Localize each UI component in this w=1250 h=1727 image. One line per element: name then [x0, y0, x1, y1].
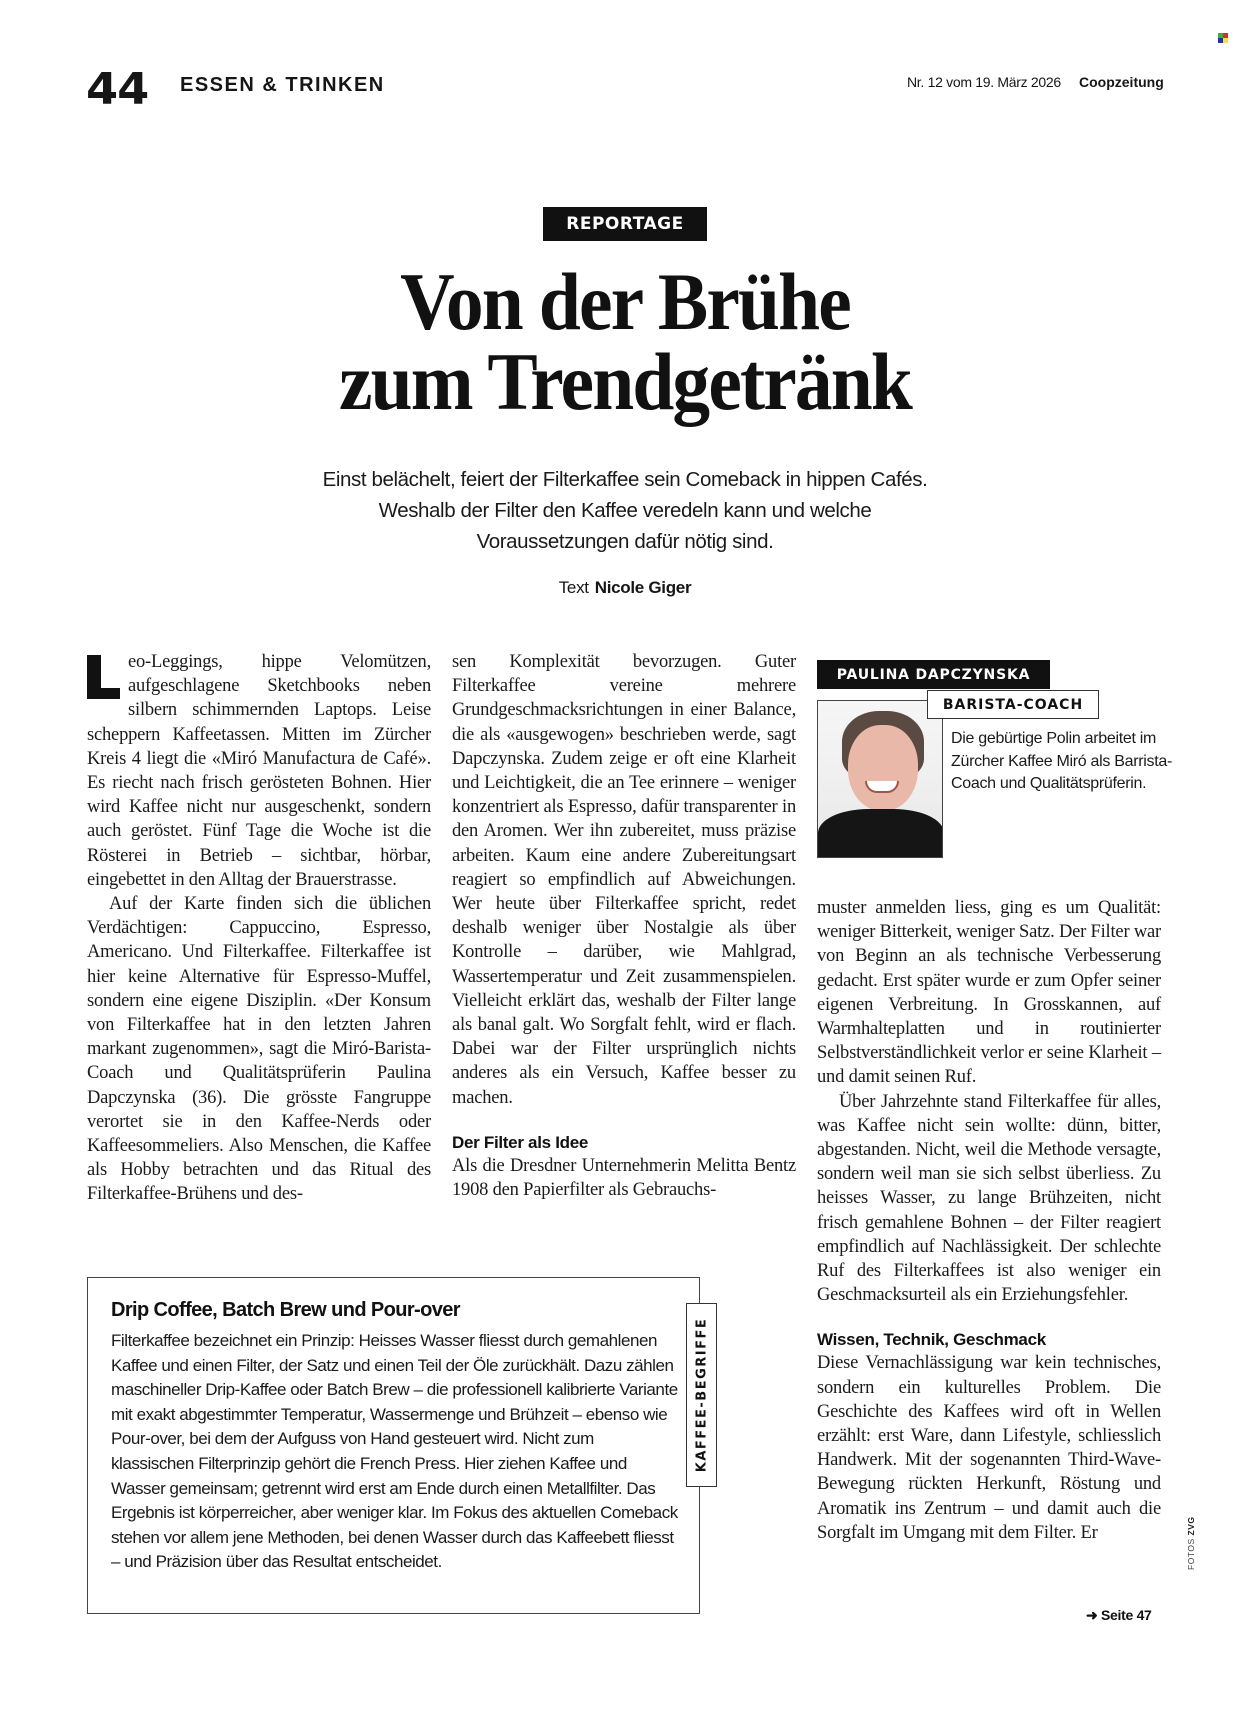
- publication-name: Coopzeitung: [1079, 74, 1164, 90]
- photo-credit-label: FOTOS: [1186, 1538, 1196, 1570]
- paragraph: Diese Vernachlässigung war kein technisches, sondern ein kulturelles Problem. Die Geschichte des Kaffees wird oft in Wellen erzählt: erst Ware, dann Lifestyle, schliesslich Handwerk. Mit der sogenannten Third-Wave-Bewegung rückten Herkunft, Röstung und Aromatik ins Zentrum – und damit auch die Sorgfalt im Umgang mit dem Filter. Er: [817, 1353, 1161, 1543]
- paragraph: Als die Dresdner Unternehmerin Melitta Bentz 1908 den Papierfilter als Gebrauchs-: [452, 1155, 796, 1201]
- headline: [188, 256, 1062, 427]
- section-title: ESSEN & TRINKEN: [180, 74, 385, 96]
- subheading: Wissen, Technik, Geschmack: [817, 1330, 1046, 1350]
- profile-name-label: PAULINA DAPCZYNSKA: [817, 660, 1050, 689]
- print-color-mark-icon: [1218, 33, 1228, 43]
- photo-credit: [1186, 1510, 1206, 1570]
- profile-caption: Die gebürtige Polin arbeitet im Zürcher Kaffee Miró als Barrista-Coach und Qualitätsprüferin.: [951, 730, 1172, 792]
- article-column-1: [87, 650, 431, 1207]
- infobox-tag: [686, 1303, 717, 1487]
- headline-line-1: Von der Brühe: [400, 256, 850, 347]
- infobox-tag-label: KAFFEE-BEGRIFFE: [694, 1317, 709, 1473]
- paragraph: sen Komplexität bevorzugen. Guter Filterkaffee vereine mehrere Grundgeschmacksrichtungen in einer Balance, die als «ausgewogen» beschrieben werde, sagt Dapczynska. Zudem zeige er oft eine Klarheit und Leichtigkeit, die an Tee erinnere – weniger konzentriert als Espresso, dafür transparenter in den Aromen. Wer ihn zubereitet, muss präzise arbeiten. Kaum eine andere Zubereitungsart reagiert so empfindlich auf Abweichungen. Wer heute über Filterkaffee spricht, redet deshalb weniger über Nostalgie als über Kontrolle – darüber, wie Mahlgrad, Wassertemperatur und Zeit zusammenspielen. Vielleicht erklärt das, weshalb der Filter lange als banal galt. Wo Sorgfalt fehlt, wird er flach. Dabei war der Filter ursprünglich nichts anderes als ein Versuch, Kaffee besser zu machen.: [452, 652, 796, 1108]
- article-column-2: [452, 650, 796, 1202]
- glossary-infobox: [87, 1277, 700, 1614]
- byline-label: Text: [558, 578, 589, 597]
- infobox-title: Drip Coffee, Batch Brew und Pour-over: [111, 1299, 460, 1321]
- lead-text: Einst belächelt, feiert der Filterkaffee sein Comeback in hippen Cafés. Weshalb der Filter den Kaffee veredeln kann und welche Voraussetzungen dafür nötig sind.: [322, 468, 928, 553]
- paragraph: muster anmelden liess, ging es um Qualität: weniger Bitterkeit, weniger Satz. Der Filter war von Beginn an als technische Verbesserung gedacht. Erst später wurde er zum Opfer seiner eigenen Verbreitung. In Grosskannen, auf Warmhalteplatten und in routinierter Selbstverständlichkeit verlor er seine Klarheit – und damit seinen Ruf.: [817, 898, 1161, 1088]
- photo-body: [818, 809, 943, 858]
- paragraph-text: eo-Leggings, hippe Velomützen, aufgeschlagene Sketchbooks neben silbern schimmernden Laptops. Leise scheppern Kaffeetassen. Mitten im Zürcher Kreis 4 liegt die «Miró Manufactura de Café». Es riecht nach frisch gerösteten Bohnen. Hier wird Kaffee nicht nur ausgeschenkt, sondern auch geröstet. Fünf Tage die Woche ist die Rösterei in Betrieb – sichtbar, hörbar, eingebettet in den Alltag der Brauerstrasse.: [87, 652, 431, 890]
- kicker-badge: REPORTAGE: [543, 207, 707, 241]
- continued-on-page-link[interactable]: ➜ Seite 47: [1086, 1607, 1152, 1623]
- subheading: Der Filter als Idee: [452, 1132, 589, 1152]
- paragraph: Auf der Karte finden sich die üblichen Verdächtigen: Cappuccino, Espresso, Americano. Und Filterkaffee. Filterkaffee ist hier keine Alternative für Espresso-Muffel, sondern eine eigene Disziplin. «Der Konsum von Filterkaffee hat in den letzten Jahren markant zugenommen», sagt die Miró-Barista-Coach und Qualitätsprüferin Paulina Dapczynska (36). Die grösste Fangruppe verortet sie in den Kaffee-Nerds oder Kaffeesommeliers. Also Menschen, die Kaffee als Hobby betrachten und das Ritual des Filterkaffee-Brühens und des-: [87, 894, 431, 1205]
- paragraph: Über Jahrzehnte stand Filterkaffee für alles, was Kaffee nicht sein wollte: dünn, bitter, abgestanden. Nicht, weil die Methode versagte, sondern weil man sie sich selbst überliess. Zu heisses Wasser, zu lange Brühzeiten, nicht frisch gemahlene Bohnen – der Filter reagiert empfindlich auf Nachlässigkeit. Der schlechte Ruf des Filterkaffees ist also weniger ein Geschmacksurteil als ein Erziehungsfehler.: [817, 1091, 1161, 1306]
- paragraph: [87, 650, 431, 892]
- photo-face: [848, 725, 918, 811]
- dropcap-letter-l: [87, 655, 120, 699]
- profile-photo: [817, 700, 943, 858]
- infobox-body: Filterkaffee bezeichnet ein Prinzip: Heisses Wasser fliesst durch gemahlenen Kaffee und einen Filter, der Satz und einen Teil der Öle zurückhält. Dazu zählen maschineller Drip-Kaffee oder Batch Brew – die professionell kalibrierte Variante mit exakt abgestimmter Temperatur, Wassermenge und Brühzeit – ebenso wie Pour-over, bei dem der Aufguss von Hand gesteuert wird. Nicht zum klassischen Filterprinzip gehört die French Press. Hier ziehen Kaffee und Wasser gemeinsam; getrennt wird erst am Ende durch einen Metallfilter. Das Ergebnis ist körperreicher, aber weniger klar. Im Fokus des aktuellen Comeback stehen vor allem jene Methoden, bei denen Wasser durch das Kaffeebett fliesst – und Präzision über das Resultat entscheidet.: [111, 1331, 678, 1572]
- issue-info: Nr. 12 vom 19. März 2026: [907, 74, 1061, 90]
- article-column-3: [817, 896, 1161, 1545]
- byline-author: Nicole Giger: [594, 578, 692, 597]
- profile-role-label: BARISTA-COACH: [927, 690, 1099, 719]
- headline-line-2: zum Trendgetränk: [338, 336, 912, 427]
- byline: [450, 577, 800, 599]
- page-number: 44: [86, 64, 149, 115]
- photo-credit-source: ZVG: [1186, 1516, 1196, 1536]
